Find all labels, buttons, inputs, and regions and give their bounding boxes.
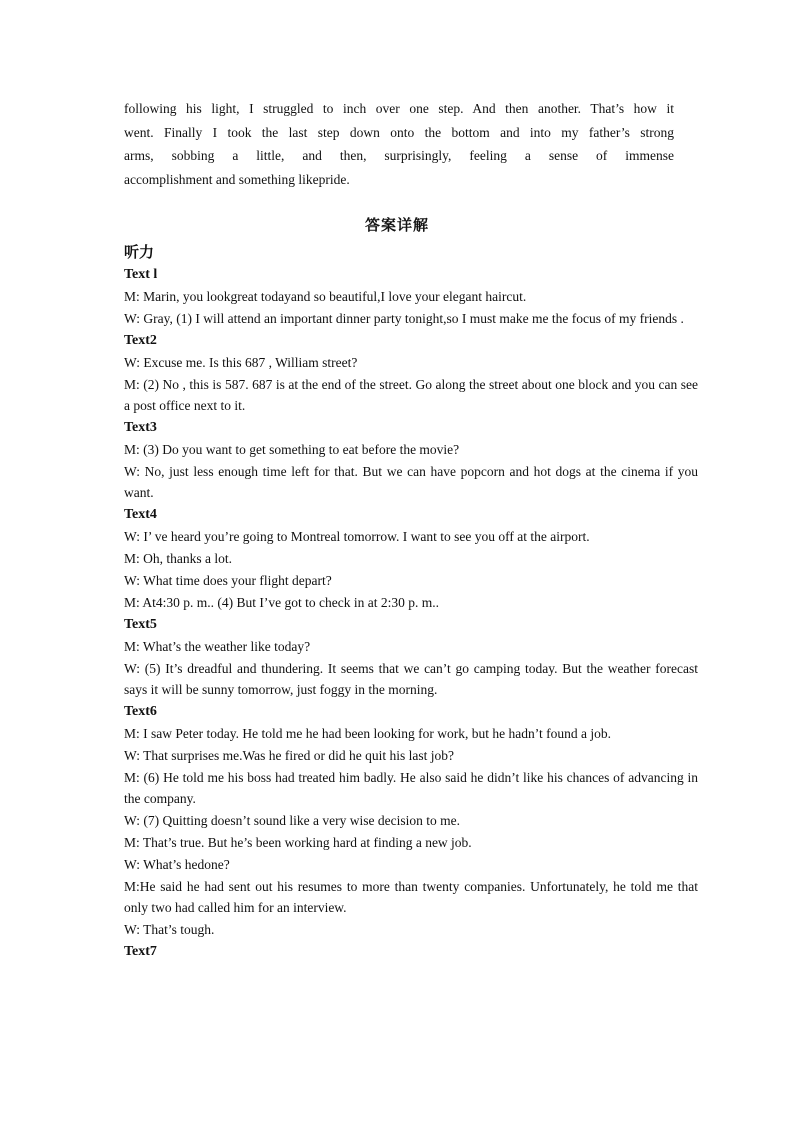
dialogue-line: W: Gray, (1) I will attend an important dinner party tonight,so I must make me the focus of my friends . bbox=[124, 311, 684, 326]
dialogue-line: W: (5) It’s dreadful and thundering. It seems that we can’t go camping today. But the weather forecast says it will be sunny tomorrow, just foggy in the morning. bbox=[124, 661, 698, 697]
intro-line: went. Finally I took the last step down onto the bottom and into my father’s strong bbox=[124, 124, 674, 140]
section-title: 听力 bbox=[124, 243, 155, 261]
text-block bbox=[124, 504, 698, 613]
text-block bbox=[124, 941, 698, 963]
intro-line: arms, sobbing a little, and then, surprisingly, feeling a sense of immense bbox=[124, 148, 674, 163]
intro-line: accomplishment and something likepride. bbox=[124, 171, 350, 187]
dialogue-line: M: What’s the weather like today? bbox=[124, 639, 311, 654]
dialogue-line: M: (2) No , this is 587. 687 is at the end of the street. Go along the street about one block and you can see a post office next to it. bbox=[124, 377, 698, 413]
text-title: Text l bbox=[124, 267, 158, 282]
intro-line: following his light, I struggled to inch over one step. And then another. That’s how it bbox=[124, 101, 674, 116]
text-title: Text5 bbox=[124, 617, 157, 632]
dialogue-line: W: What time does your flight depart? bbox=[124, 573, 332, 588]
dialogue-line: W: No, just less enough time left for that. But we can have popcorn and hot dogs at the cinema if you want. bbox=[124, 464, 698, 500]
listening-section bbox=[124, 240, 698, 963]
dialogue-line: W: I’ ve heard you’re going to Montreal tomorrow. I want to see you off at the airport. bbox=[124, 529, 590, 544]
dialogue-line: M: At4:30 p. m.. (4) But I’ve got to check in at 2:30 p. m.. bbox=[124, 595, 439, 610]
dialogue-line: W: That’s tough. bbox=[124, 922, 215, 937]
dialogue-line: M: (6) He told me his boss had treated him badly. He also said he didn’t like his chances of advancing in the company. bbox=[124, 770, 698, 806]
text-title: Text2 bbox=[124, 333, 157, 348]
text-block bbox=[124, 614, 698, 700]
answer-heading: 答案详解 bbox=[364, 216, 429, 234]
text-title: Text3 bbox=[124, 420, 157, 435]
dialogue-line: W: (7) Quitting doesn’t sound like a very wise decision to me. bbox=[124, 813, 460, 828]
dialogue-line: M: Marin, you lookgreat todayand so beautiful,I love your elegant haircut. bbox=[124, 289, 527, 304]
dialogue-line: M:He said he had sent out his resumes to more than twenty companies. Unfortunately, he told me that only two had called him for an interview. bbox=[124, 879, 698, 915]
dialogue-line: W: That surprises me.Was he fired or did he quit his last job? bbox=[124, 748, 454, 763]
dialogue-line: M: Oh, thanks a lot. bbox=[124, 551, 232, 566]
text-block bbox=[124, 701, 698, 940]
dialogue-line: M: (3) Do you want to get something to eat before the movie? bbox=[124, 442, 460, 457]
text-title: Text6 bbox=[124, 704, 157, 719]
text-block bbox=[124, 330, 698, 416]
intro-paragraph bbox=[124, 97, 674, 191]
text-block bbox=[124, 417, 698, 503]
text-block bbox=[124, 264, 698, 329]
text-title: Text4 bbox=[124, 507, 157, 522]
dialogue-line: W: Excuse me. Is this 687 , William street? bbox=[124, 355, 358, 370]
text-title: Text7 bbox=[124, 944, 157, 959]
dialogue-line: W: What’s hedone? bbox=[124, 857, 230, 872]
dialogue-line: M: That’s true. But he’s been working hard at finding a new job. bbox=[124, 835, 472, 850]
dialogue-line: M: I saw Peter today. He told me he had been looking for work, but he hadn’t found a job. bbox=[124, 726, 612, 741]
